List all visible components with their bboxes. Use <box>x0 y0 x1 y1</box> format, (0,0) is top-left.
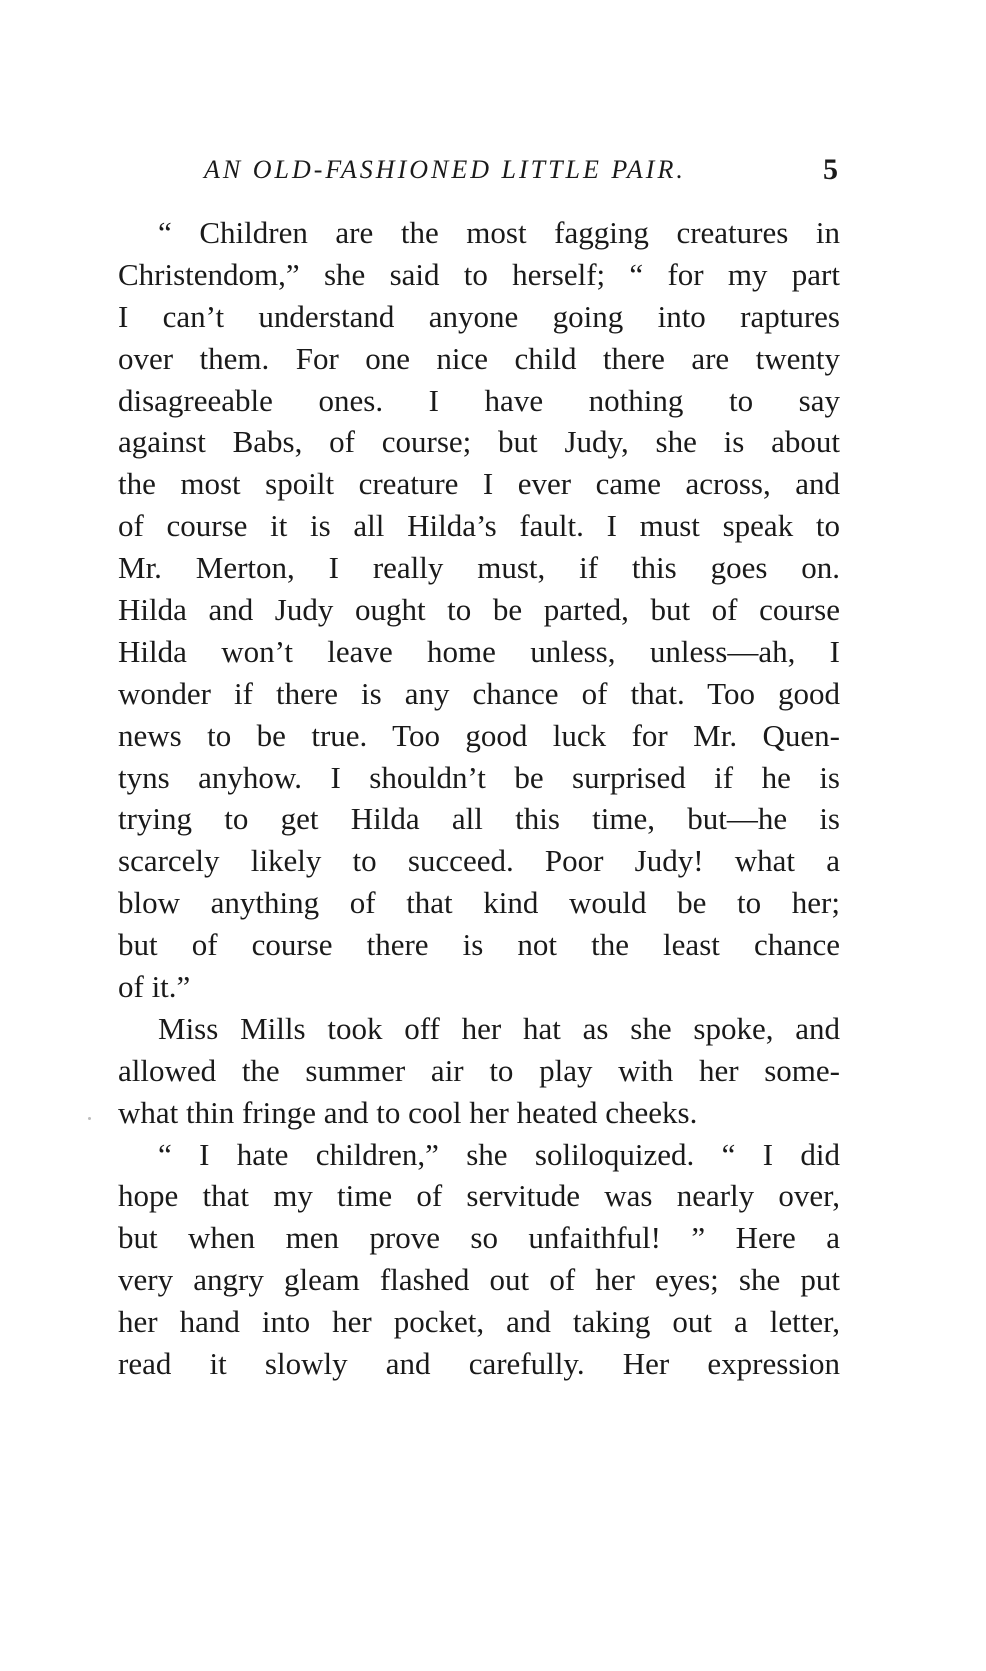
text-line: I can’t understand anyone going into raptures <box>118 298 840 334</box>
text-line: blow anything of that kind would be to her; <box>118 885 840 921</box>
text-line: the most spoilt creature I ever came across, and <box>118 466 840 502</box>
running-header <box>118 150 840 190</box>
text-line: trying to get Hilda all this time, but—he is <box>118 801 840 837</box>
text-line: wonder if there is any chance of that. Too good <box>118 675 840 711</box>
page-number: 5 <box>823 153 838 186</box>
text-line: news to be true. Too good luck for Mr. Quen- <box>118 717 840 753</box>
text-line: of course it is all Hilda’s fault. I must speak to <box>118 508 840 544</box>
text-line: Hilda won’t leave home unless, unless—ah, I <box>118 633 840 669</box>
text-line: over them. For one nice child there are twenty <box>118 340 840 376</box>
text-line: tyns anyhow. I shouldn’t be surprised if he is <box>118 759 840 795</box>
text-line: allowed the summer air to play with her some- <box>118 1052 840 1088</box>
text-line: her hand into her pocket, and taking out a letter, <box>118 1304 840 1340</box>
text-line: Christendom,” she said to herself; “ for my part <box>118 256 840 292</box>
text-line: Miss Mills took off her hat as she spoke, and <box>158 1010 840 1046</box>
text-line: what thin fringe and to cool her heated cheeks. <box>118 1094 698 1130</box>
text-line: “ Children are the most fagging creatures in <box>158 215 840 250</box>
body-text <box>118 212 840 1385</box>
text-line: scarcely likely to succeed. Poor Judy! what a <box>118 843 840 879</box>
text-line: hope that my time of servitude was nearly over, <box>118 1178 840 1214</box>
text-line: read it slowly and carefully. Her expression <box>118 1346 840 1382</box>
text-line: Mr. Merton, I really must, if this goes on. <box>118 550 840 586</box>
running-title: AN OLD-FASHIONED LITTLE PAIR. <box>204 155 686 184</box>
text-line: but of course there is not the least chance <box>118 927 840 963</box>
text-line: of it.” <box>118 969 191 1005</box>
text-line: but when men prove so unfaithful! ” Here a <box>118 1220 840 1256</box>
text-line: Hilda and Judy ought to be parted, but of course <box>118 592 840 628</box>
margin-speck <box>88 1117 91 1120</box>
text-line: disagreeable ones. I have nothing to say <box>118 382 840 418</box>
text-line: very angry gleam flashed out of her eyes; she put <box>118 1262 840 1298</box>
text-line: against Babs, of course; but Judy, she is about <box>118 424 840 460</box>
text-line: “ I hate children,” she soliloquized. “ I did <box>158 1136 840 1172</box>
